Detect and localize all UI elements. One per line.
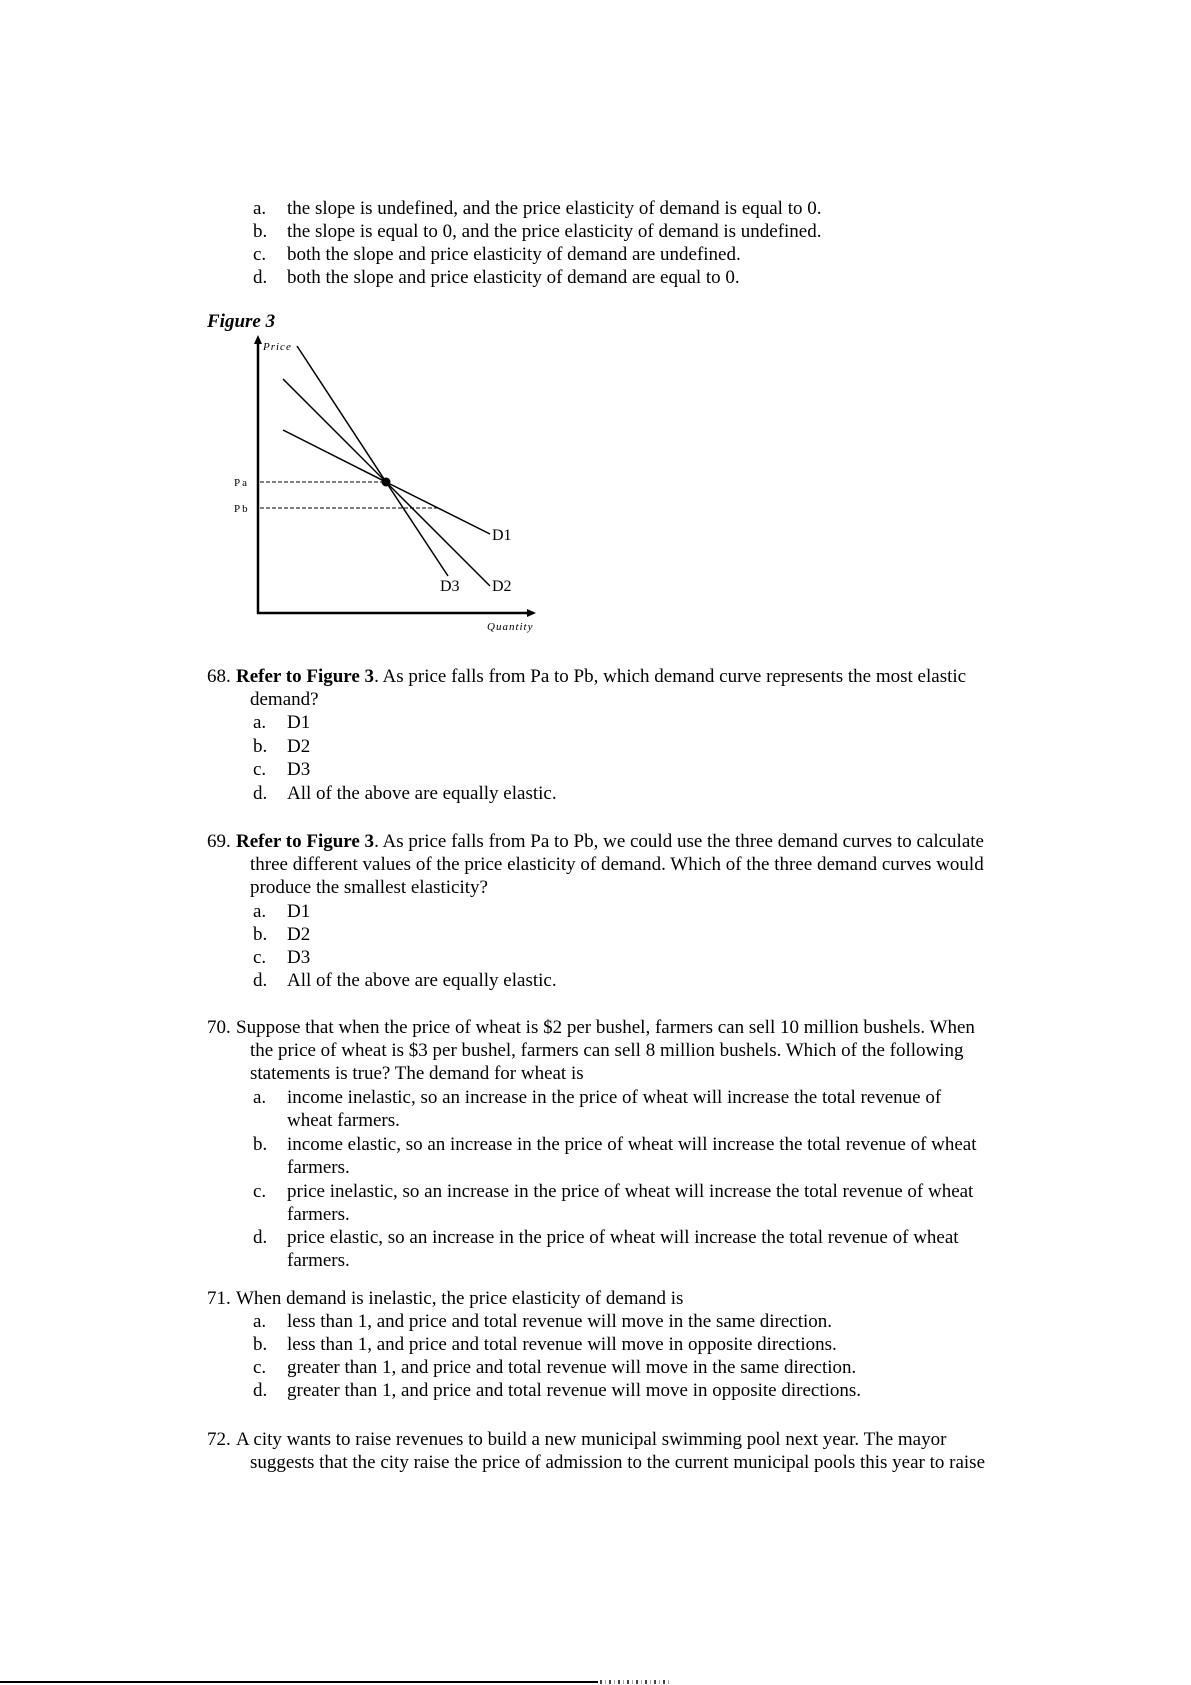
y-axis-arrow-icon	[254, 335, 262, 344]
option-text: D3	[287, 947, 311, 968]
option-text: price elastic, so an increase in the price of wheat will increase the total revenue of wheat	[287, 1227, 959, 1248]
demand-curves-figure	[0, 0, 1191, 700]
option-letter: c.	[253, 759, 267, 780]
question-stem-cont: suggests that the city raise the price of admission to the current municipal pools this year to raise	[250, 1452, 986, 1473]
option-text-cont: wheat farmers.	[287, 1110, 400, 1131]
option-text-cont: farmers.	[287, 1250, 350, 1271]
option-letter: a.	[253, 1311, 267, 1332]
option-text: greater than 1, and price and total revenue will move in opposite directions.	[287, 1380, 862, 1401]
option-text: D1	[287, 901, 311, 922]
question-stem: Refer to Figure 3. As price falls from Pa to Pb, which demand curve represents the most elastic	[236, 666, 967, 687]
option-text: All of the above are equally elastic.	[287, 783, 557, 804]
figure-reference: Refer to Figure 3	[236, 831, 375, 852]
intersection-point	[382, 478, 391, 487]
page-bottom-rule	[0, 1681, 598, 1683]
option-text: both the slope and price elasticity of demand are equal to 0.	[287, 267, 740, 288]
question-number: 72.	[207, 1429, 231, 1450]
d2-label: D2	[492, 578, 512, 595]
question-stem-cont: three different values of the price elasticity of demand. Which of the three demand curves would	[250, 854, 984, 875]
option-letter: d.	[253, 1227, 268, 1248]
option-letter: c.	[253, 244, 267, 265]
page-bottom-artifact	[600, 1680, 670, 1684]
option-letter: c.	[253, 1181, 267, 1202]
option-text: less than 1, and price and total revenue will move in the same direction.	[287, 1311, 833, 1332]
option-text-cont: farmers.	[287, 1157, 350, 1178]
pa-label: Pa	[234, 477, 249, 489]
option-letter: d.	[253, 267, 268, 288]
option-letter: d.	[253, 783, 268, 804]
figure-reference: Refer to Figure 3	[236, 666, 375, 687]
option-text: income inelastic, so an increase in the price of wheat will increase the total revenue of	[287, 1087, 942, 1108]
option-letter: a.	[253, 712, 267, 733]
x-axis-arrow-icon	[527, 609, 536, 617]
x-axis-label: Quantity	[487, 621, 534, 633]
option-text: D3	[287, 759, 311, 780]
option-letter: b.	[253, 221, 268, 242]
option-text: D2	[287, 924, 311, 945]
question-stem-cont: produce the smallest elasticity?	[250, 877, 488, 898]
option-letter: c.	[253, 1357, 267, 1378]
option-letter: b.	[253, 1134, 268, 1155]
option-text-cont: farmers.	[287, 1204, 350, 1225]
question-stem: Suppose that when the price of wheat is $2 per bushel, farmers can sell 10 million bushels. When	[236, 1017, 975, 1038]
question-number: 71.	[207, 1288, 231, 1309]
option-text: D1	[287, 712, 311, 733]
question-stem-cont: statements is true? The demand for wheat is	[250, 1063, 584, 1084]
figure-title: Figure 3	[207, 311, 276, 332]
y-axis-label: Price	[263, 341, 292, 353]
option-text: less than 1, and price and total revenue will move in opposite directions.	[287, 1334, 837, 1355]
option-text: price inelastic, so an increase in the price of wheat will increase the total revenue of wheat	[287, 1181, 974, 1202]
option-text: both the slope and price elasticity of demand are undefined.	[287, 244, 741, 265]
option-text: D2	[287, 736, 311, 757]
option-text: the slope is equal to 0, and the price elasticity of demand is undefined.	[287, 221, 822, 242]
option-text: greater than 1, and price and total revenue will move in the same direction.	[287, 1357, 857, 1378]
d1-label: D1	[492, 527, 512, 544]
option-letter: b.	[253, 924, 268, 945]
question-stem: A city wants to raise revenues to build a new municipal swimming pool next year. The mayor	[236, 1429, 947, 1450]
question-stem-cont: the price of wheat is $3 per bushel, farmers can sell 8 million bushels. Which of the following	[250, 1040, 964, 1061]
option-text: the slope is undefined, and the price elasticity of demand is equal to 0.	[287, 198, 822, 219]
question-stem-cont: demand?	[250, 689, 319, 710]
question-stem: When demand is inelastic, the price elasticity of demand is	[236, 1288, 684, 1309]
question-number: 69.	[207, 831, 231, 852]
pb-label: Pb	[234, 503, 250, 515]
option-letter: a.	[253, 1087, 267, 1108]
d3-label: D3	[440, 578, 460, 595]
option-text: income elastic, so an increase in the price of wheat will increase the total revenue of wheat	[287, 1134, 977, 1155]
option-letter: d.	[253, 1380, 268, 1401]
option-letter: a.	[253, 901, 267, 922]
d3-curve	[297, 346, 448, 576]
option-letter: d.	[253, 970, 268, 991]
question-stem: Refer to Figure 3. As price falls from Pa to Pb, we could use the three demand curves to calculate	[236, 831, 984, 852]
option-letter: a.	[253, 198, 267, 219]
option-letter: b.	[253, 1334, 268, 1355]
option-letter: b.	[253, 736, 268, 757]
question-number: 68.	[207, 666, 231, 687]
option-letter: c.	[253, 947, 267, 968]
option-text: All of the above are equally elastic.	[287, 970, 557, 991]
question-number: 70.	[207, 1017, 231, 1038]
